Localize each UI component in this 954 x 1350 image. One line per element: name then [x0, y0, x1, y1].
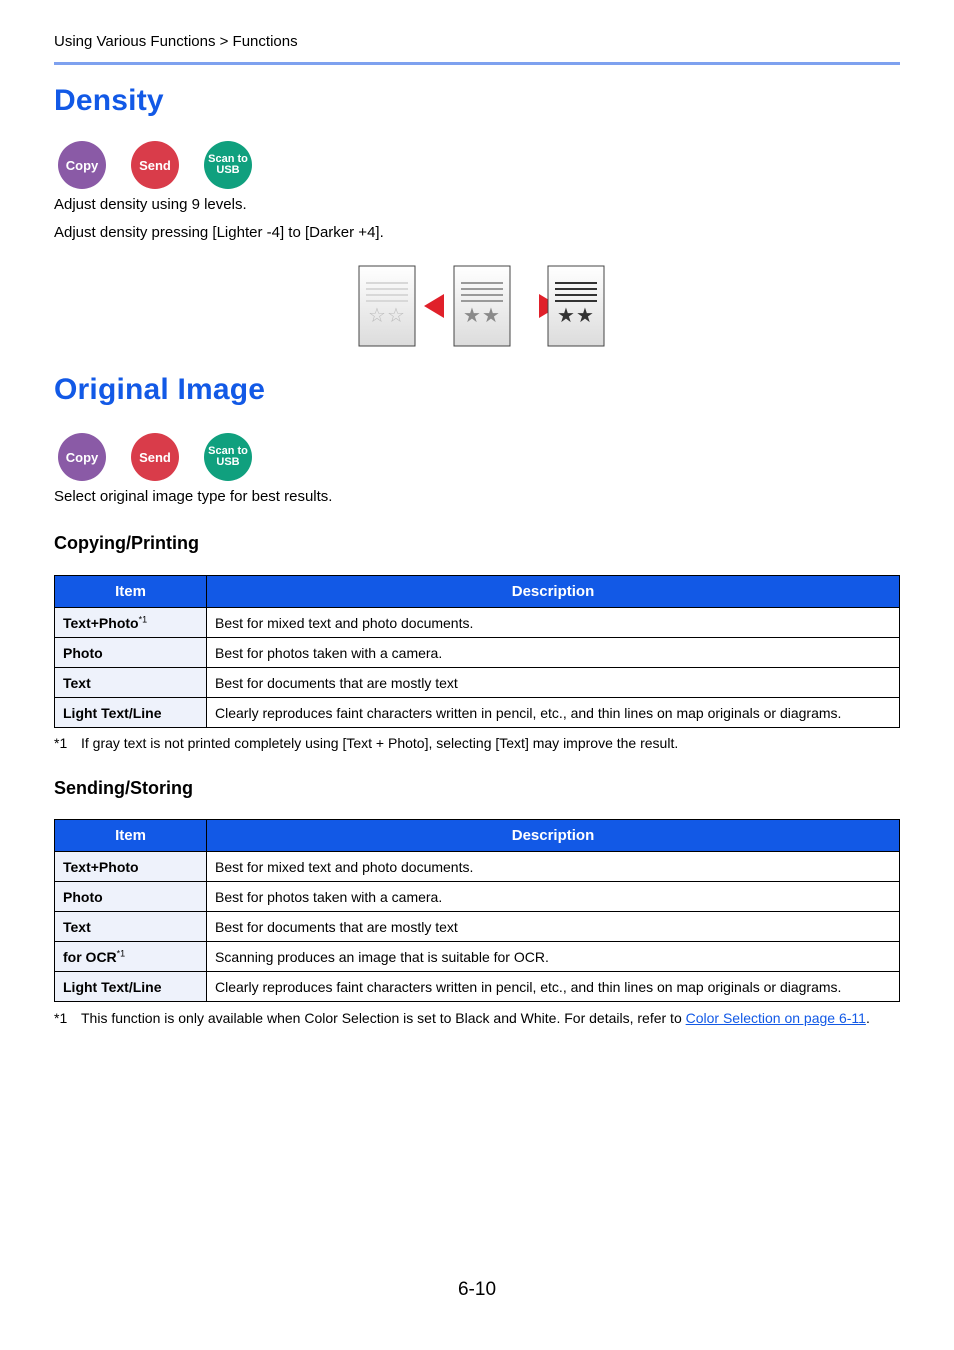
svg-text:☆: ☆: [368, 303, 386, 327]
copy-badge: Copy: [58, 141, 106, 189]
table-row: [55, 638, 900, 668]
row-description: Best for photos taken with a camera.: [207, 638, 900, 668]
row-description: Clearly reproduces faint characters written in pencil, etc., and thin lines on map originals or diagrams.: [207, 698, 900, 728]
row-description: Best for photos taken with a camera.: [207, 882, 900, 912]
row-item: Text: [55, 912, 207, 942]
svg-text:★: ★: [576, 303, 594, 327]
scan-to-usb-badge: [204, 433, 252, 481]
row-description: Best for mixed text and photo documents.: [207, 852, 900, 882]
lighter-arrow-icon: [424, 294, 444, 318]
copying-heading: Copying/Printing: [54, 533, 199, 553]
table-row: [55, 668, 900, 698]
density-badges: [58, 141, 252, 189]
density-line2: Adjust density pressing [Lighter -4] to [Darker +4].: [54, 224, 384, 241]
row-description: Best for documents that are mostly text: [207, 912, 900, 942]
table-row: [55, 852, 900, 882]
usb-badge-line2: USB: [216, 456, 240, 468]
original-image-intro: Select original image type for best results.: [54, 488, 333, 505]
original-image-title: Original Image: [54, 373, 266, 406]
row-item: for OCR$^{*1}$: [55, 942, 207, 972]
row-description: Scanning produces an image that is suitable for OCR.: [207, 942, 900, 972]
row-item: Photo: [55, 638, 207, 668]
table-row: [55, 882, 900, 912]
column-header-item: Item: [55, 820, 207, 852]
copy-badge: Copy: [58, 433, 106, 481]
svg-text:★: ★: [557, 303, 575, 327]
original-image-badges: [58, 433, 252, 481]
row-item: Text: [55, 668, 207, 698]
row-description: Best for documents that are mostly text: [207, 668, 900, 698]
usb-badge-line1: Scan to: [208, 445, 248, 457]
row-description: Clearly reproduces faint characters written in pencil, etc., and thin lines on map originals or diagrams.: [207, 972, 900, 1002]
table-row: [55, 912, 900, 942]
row-item: Photo: [55, 882, 207, 912]
footnote-text: If gray text is not printed completely using [Text + Photo], selecting [Text] may improve the result.: [81, 735, 679, 751]
light-page-icon: [359, 266, 415, 346]
table-header-row: [55, 576, 900, 608]
footnote-ref: *1: [138, 613, 148, 624]
send-badge: Send: [131, 433, 179, 481]
page-number: 6-10: [457, 1279, 497, 1300]
footnote-end: .: [865, 1010, 870, 1026]
row-description: Best for mixed text and photo documents.: [207, 608, 900, 638]
scan-to-usb-badge: [204, 141, 252, 189]
table-header-row: [55, 820, 900, 852]
copying-footnote: [54, 734, 678, 752]
table-row: [55, 942, 900, 972]
density-illustration: [358, 265, 608, 349]
footnote-text: This function is only available when Color Selection is set to Black and White. For details, refer to: [81, 1010, 686, 1026]
sending-table: [54, 819, 900, 1002]
usb-badge-line2: USB: [216, 164, 240, 176]
column-header-description: Description: [207, 820, 900, 852]
sending-heading: Sending/Storing: [54, 778, 193, 798]
table-row: [55, 972, 900, 1002]
column-header-description: Description: [207, 576, 900, 608]
header-rule: [54, 62, 900, 65]
usb-badge-line1: Scan to: [208, 153, 248, 165]
footnote-mark: *1: [54, 1010, 68, 1026]
table-row: [55, 698, 900, 728]
column-header-item: Item: [55, 576, 207, 608]
footnote-ref: *1: [116, 947, 126, 958]
table-row: [55, 608, 900, 638]
svg-text:☆: ☆: [387, 303, 405, 327]
send-badge: Send: [131, 141, 179, 189]
breadcrumb: Using Various Functions > Functions: [54, 33, 298, 50]
normal-page-icon: [454, 266, 510, 346]
row-item: Light Text/Line: [55, 698, 207, 728]
density-line1: Adjust density using 9 levels.: [54, 196, 247, 213]
svg-text:★: ★: [482, 303, 500, 327]
footnote-mark: *1: [54, 735, 68, 751]
dark-page-icon: [548, 266, 604, 346]
row-item: Text+Photo$^{*1}$: [55, 608, 207, 638]
row-item: Text+Photo: [55, 852, 207, 882]
row-item: Light Text/Line: [55, 972, 207, 1002]
svg-text:★: ★: [463, 303, 481, 327]
sending-footnote: [54, 1009, 870, 1027]
color-selection-link[interactable]: Color Selection on page 6-11: [685, 1010, 866, 1026]
density-title: Density: [54, 84, 164, 117]
copying-table: [54, 575, 900, 728]
